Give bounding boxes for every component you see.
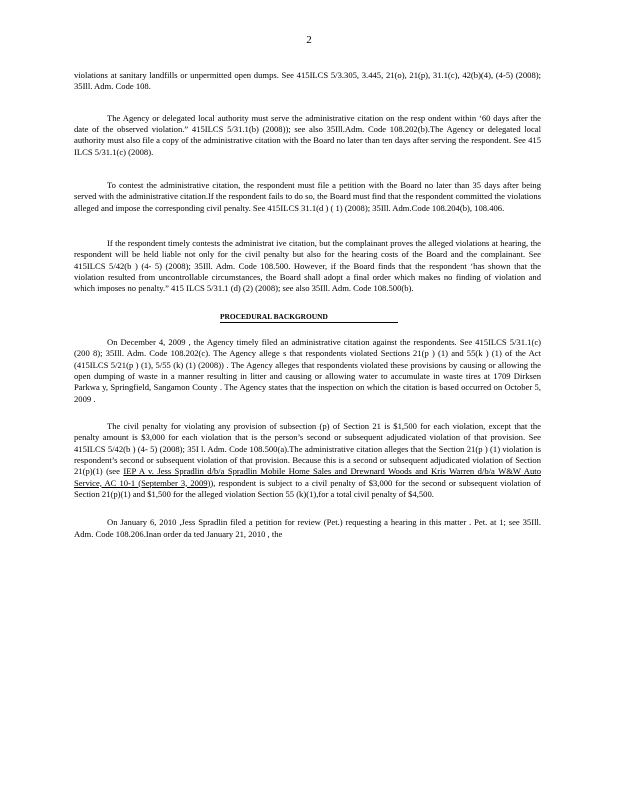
penalty-text-a: The civil penalty for violating any provision of subsection (p) of Section 21 is $1,500 for each violation, except that the penalty amount is $3,000 for each violation that is the person’s second or subsequent adjudicated violation of that provision. See 415ILCS 5/42(b ) (4- 5) (2008); 35I l. Adm. Code 108.500(a).The administrative citation alleges that the Section 21(p ) (1) violation is respondent’s second or subsequent violation of that provision. Because this is a second or subsequent adjudicated violation of Section 21(p)(1) (see	[74, 420, 541, 477]
case-citation: IEP A v. Jess Spradlin d/b/a Spradlin Mobile Home Sales and Drewnard Woods and Kris Warren d/b/a W&W Auto Service, AC 10-1 (September 3, 2009)	[74, 466, 541, 488]
paragraph-petition: On January 6, 2010 ,Jess Spradlin filed a petition for review (Pet.) requesting a hearing in this matter . Pet. at 1; see 35Ill. Adm. Code 108.206.Inan order da ted January 21, 2010 , the	[74, 517, 541, 539]
page-number: 2	[306, 34, 312, 46]
paragraph-hearing: If the respondent timely contests the administrat ive citation, but the complainant proves the alleged violations at hearing, the respondent will be held liable not only for the civil penalty but also for the hearing costs of the Board and the complainant. See 415ILCS 5/42(b ) (4- 5) (2008); 35Ill. Adm. Code 108.500. However, if the Board finds that the respondent ‘has shown that the violation resulted from uncontrollable circumstances, the Board shall adopt a final order which makes no finding of violation and which imposes no penalty.” 415 ILCS 5/31.1 (d) (2) (2008); see also 35Ill. Adm. Code 108.500(b).	[74, 238, 541, 294]
paragraph-violations: violations at sanitary landfills or unpermitted open dumps. See 415ILCS 5/3.305, 3.445, 21(o), 21(p), 31.1(c), 42(b)(4), (4-5) (2008); 35Ill. Adm. Code 108.	[74, 70, 541, 92]
paragraph-service: The Agency or delegated local authority must serve the administrative citation on the resp ondent within ‘60 days after the date of the observed violation.” 415ILCS 5/31.1(b) (2008)); see also 35Ill.Adm. Code 108.202(b).The Agency or delegated local authority must also file a copy of the administrative citation with the Board no later than ten days after serving the respondent. See 415 ILCS 5/31.1(c) (2008).	[74, 112, 541, 157]
body-text	[74, 70, 541, 540]
paragraph-filing: On December 4, 2009 , the Agency timely filed an administrative citation against the respondents. See 415ILCS 5/31.1(c) (200 8); 35Ill. Adm. Code 108.202(c). The Agency allege s that respondents violated Sections 21(p ) (1) and 55(k ) (1) of the Act (415ILCS 5/21(p ) (1), 5/55 (k) (1) (2008)) . The Agency alleges that respondents violated these provisions by causing or allowing the open dumping of waste in a manner resulting in litter and causing or allowing water to accumulate in waste tires at 1709 Dirksen Parkwa y, Springfield, Sangamon County . The Agency states that the inspection on which the citation is based occurred on October 5, 2009 .	[74, 336, 541, 404]
penalty-text-b: ), respondent is subject to a civil penalty of $3,000 for the second or subsequent violation of Section 21(p)(1) and $1,500 for the alleged violation Section 55 (k)(1),for a total civil penalty of $4,500.	[74, 477, 542, 499]
section-heading-text: PROCEDURAL BACKGROUND	[220, 312, 398, 323]
section-heading	[74, 312, 541, 323]
paragraph-contest: To contest the administrative citation, the respondent must file a petition with the Board no later than 35 days after being served with the administrative citation.If the respondent fails to do so, the Board must find that the respondent committed the violations alleged and impose the corresponding civil penalty. See 415ILCS 31.1(d ) ( 1) (2008); 35Ill. Adm.Code 108.204(b), 108.406.	[74, 180, 541, 213]
paragraph-penalty	[74, 421, 541, 500]
